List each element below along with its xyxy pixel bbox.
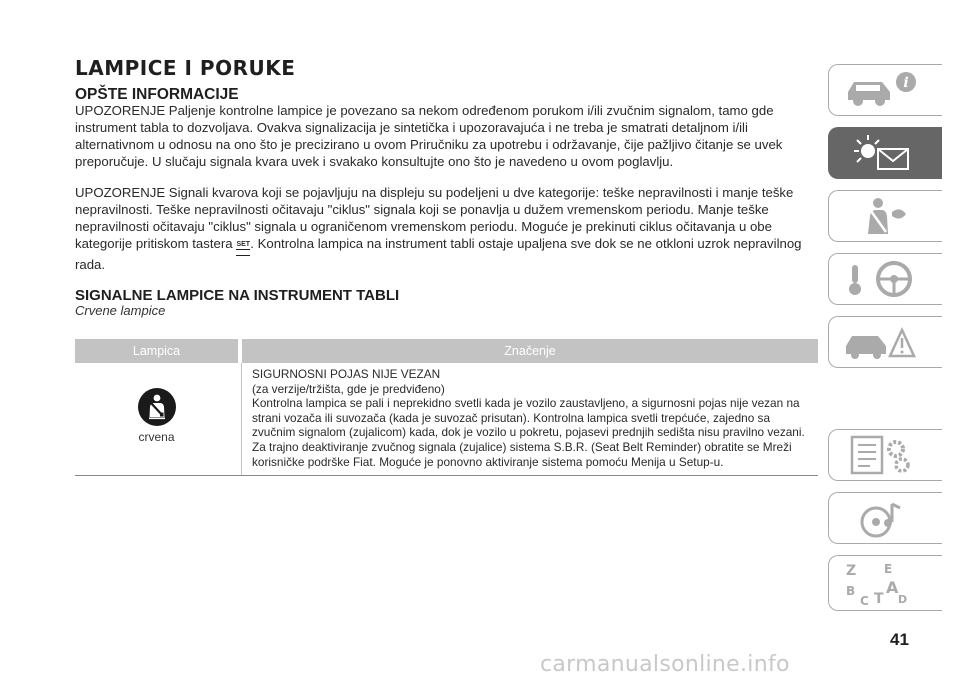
tab-index[interactable] <box>828 555 942 611</box>
section-title-warning-lights: SIGNALNE LAMPICE NA INSTRUMENT TABLI <box>75 287 400 304</box>
emergency-car-icon <box>838 320 934 364</box>
page-number: 41 <box>890 630 909 649</box>
svg-text:A: A <box>885 578 898 597</box>
warning-lights-table <box>75 339 818 476</box>
header-meaning: Značenje <box>504 344 556 358</box>
set-button-icon <box>236 241 250 256</box>
meaning-text-2: Za trajno deaktiviranje zvučnog signala (zujalice) sistema S.B.R. (Seat Belt Reminder) obratite se Mreži korisničke podrške Fiat. Moguće je ponovno aktiviranje sistema pomoću Menija u Setup-u. <box>252 439 792 469</box>
alphabetical-index-icon <box>838 559 934 607</box>
multimedia-icon <box>838 496 934 540</box>
paragraph-warning-2-text-b: . Kontrolna lampica na instrument tabli ostaje upaljena sve dok se ne otkloni uzrok nepravilnog rada. <box>75 236 802 272</box>
warning-lights-messages-icon <box>838 131 934 175</box>
svg-text:E: E <box>883 562 892 576</box>
tab-warning-lights[interactable] <box>828 127 942 179</box>
subtitle-red-lights: Crvene lampice <box>75 303 166 318</box>
tab-emergency[interactable] <box>828 316 942 368</box>
paragraph-warning-2 <box>75 184 815 273</box>
meaning-subtitle: (za verzije/tržišta, gde je predviđeno) <box>252 381 445 396</box>
meaning-title: SIGURNOSNI POJAS NIJE VEZAN <box>252 367 441 381</box>
table-header <box>75 339 818 363</box>
seatbelt-airbag-icon <box>838 194 934 238</box>
tab-safety[interactable] <box>828 190 942 242</box>
set-label: SET <box>236 241 251 248</box>
paragraph-warning-1: UPOZORENJE Paljenje kontrolne lampice je povezano sa nekom određenom porukom i/ili zvučnim signalom, tamo gde instrument tabla to dozvoljava. Ovakva signalizacija je sintetička i upozoravajuća i ne treba je smatrati detaljnom i/ili alternativnom u odnosu na ono što je precizirano u ovom Priručniku za upotrebu i održavanje, čije pažljivo čitanje se uvek preporučuje. U slučaju signala kvara uvek i svakako konsultujte ono što je navedeno u ovom poglavlju. <box>75 103 783 169</box>
tab-maintenance[interactable] <box>828 429 942 481</box>
section-title-general: OPŠTE INFORMACIJE <box>75 86 239 103</box>
svg-text:D: D <box>897 593 907 606</box>
seatbelt-icon <box>137 387 177 427</box>
lamp-cell <box>75 363 238 475</box>
meaning-cell <box>242 363 818 475</box>
tab-starting-driving[interactable] <box>828 253 942 305</box>
svg-text:B: B <box>845 584 855 598</box>
steering-wheel-key-icon <box>838 257 934 301</box>
header-lamp: Lampica <box>132 344 181 358</box>
tab-multimedia[interactable] <box>828 492 942 544</box>
paragraph-warning-2-text-a: UPOZORENJE Signali kvarova koji se pojavljuju na displeju su podeljeni u dve kategorije: teške nepravilnosti i manje teške nepravilnosti. Teške nepravilnosti očitavaju "ciklus" signala koji se ponavlja u dužem vremenskom periodu. Manje teške nepravilnosti očitavaju "ciklus" signala u ograničenom vremenskom periodu. Moguće je prekinuti ciklus očitavanja u obe kategorije pritiskom tastera <box>75 185 794 251</box>
tab-car-info[interactable] <box>828 64 942 116</box>
lamp-color-label: crvena <box>138 429 175 444</box>
svg-text:Z: Z <box>845 563 856 579</box>
watermark: carmanualsonline.info <box>540 652 790 677</box>
svg-text:i: i <box>902 75 909 91</box>
page-title: LAMPICE I PORUKE <box>75 56 296 80</box>
car-info-icon <box>838 68 934 112</box>
svg-text:C: C <box>859 594 869 607</box>
maintenance-checklist-icon <box>838 433 934 477</box>
table-row <box>75 363 818 476</box>
svg-text:T: T <box>873 591 884 607</box>
meaning-text-1: Kontrolna lampica se pali i neprekidno svetli kada je vozilo zaustavljeno, a sigurnosni pojas nije vezan na strani vozača ili suvozača (kada je suvozač prisutan). Kontrolna lampica svetli trepćuće, zajedno sa zvučnim signalom (zujalicom) kada, dok je vozilo u pokretu, pojasevi prednjih sedišta nisu pravilno vezani. <box>252 396 805 440</box>
